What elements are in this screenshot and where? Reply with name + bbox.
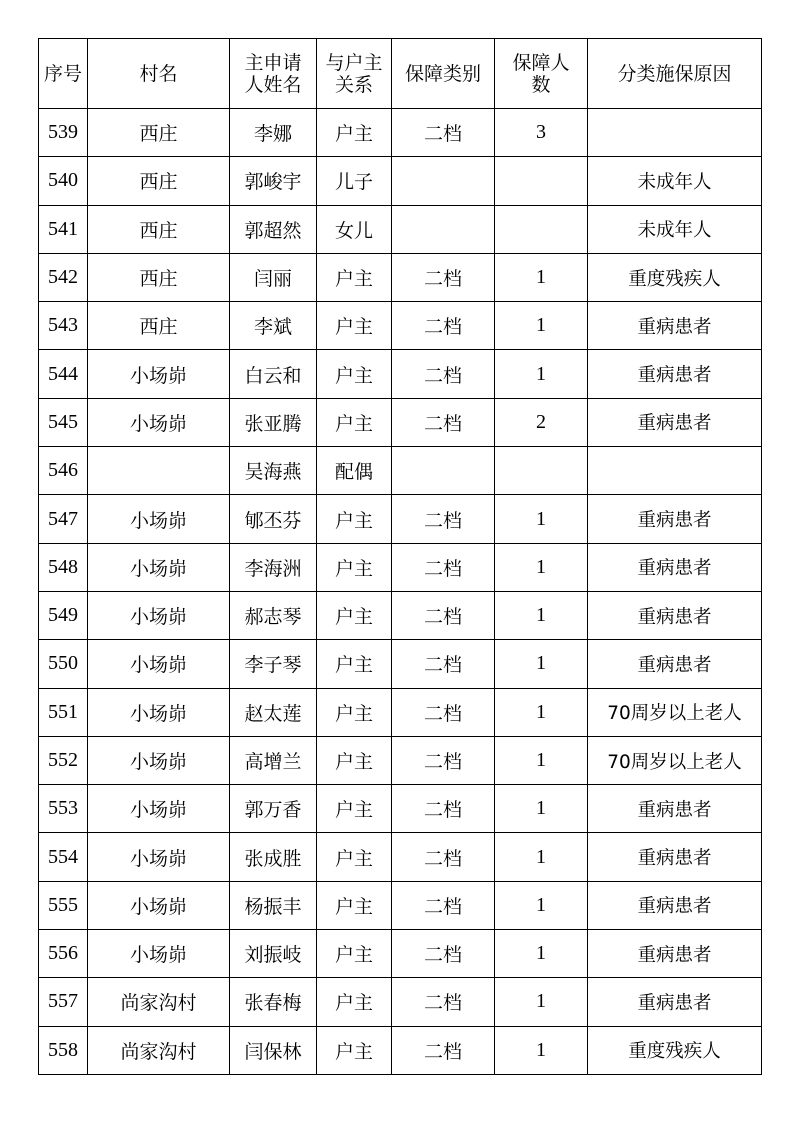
cell-category: 二档 xyxy=(392,785,495,833)
cell-village: 小场峁 xyxy=(88,688,230,736)
header-row xyxy=(39,39,762,109)
cell-seq: 549 xyxy=(39,591,88,639)
cell-village: 小场峁 xyxy=(88,350,230,398)
cell-count: 1 xyxy=(495,253,588,301)
cell-village: 西庄 xyxy=(88,157,230,205)
header-seq: 序号 xyxy=(39,39,88,109)
cell-village: 西庄 xyxy=(88,205,230,253)
cell-relation: 户主 xyxy=(317,785,392,833)
cell-seq: 541 xyxy=(39,205,88,253)
cell-count: 1 xyxy=(495,881,588,929)
cell-applicant-name: 杨振丰 xyxy=(230,881,317,929)
cell-relation: 户主 xyxy=(317,736,392,784)
cell-applicant-name: 郇丕芬 xyxy=(230,495,317,543)
cell-count xyxy=(495,205,588,253)
cell-category xyxy=(392,157,495,205)
cell-count: 1 xyxy=(495,688,588,736)
cell-relation: 户主 xyxy=(317,109,392,157)
cell-seq: 540 xyxy=(39,157,88,205)
cell-count: 1 xyxy=(495,785,588,833)
cell-reason: 重病患者 xyxy=(588,350,762,398)
cell-count: 1 xyxy=(495,302,588,350)
cell-category: 二档 xyxy=(392,302,495,350)
cell-count: 1 xyxy=(495,736,588,784)
cell-category: 二档 xyxy=(392,978,495,1026)
cell-village: 小场峁 xyxy=(88,495,230,543)
cell-village xyxy=(88,447,230,495)
cell-category: 二档 xyxy=(392,688,495,736)
cell-reason: 未成年人 xyxy=(588,205,762,253)
cell-reason: 重病患者 xyxy=(588,978,762,1026)
cell-relation: 户主 xyxy=(317,253,392,301)
cell-count: 1 xyxy=(495,978,588,1026)
cell-village: 尚家沟村 xyxy=(88,1026,230,1074)
cell-seq: 554 xyxy=(39,833,88,881)
cell-relation: 户主 xyxy=(317,398,392,446)
cell-reason: 重病患者 xyxy=(588,930,762,978)
cell-village: 小场峁 xyxy=(88,543,230,591)
cell-village: 小场峁 xyxy=(88,881,230,929)
cell-category: 二档 xyxy=(392,398,495,446)
cell-village: 尚家沟村 xyxy=(88,978,230,1026)
cell-reason: 70周岁以上老人 xyxy=(588,688,762,736)
cell-applicant-name: 李娜 xyxy=(230,109,317,157)
cell-seq: 556 xyxy=(39,930,88,978)
cell-applicant-name: 赵太莲 xyxy=(230,688,317,736)
cell-reason: 重病患者 xyxy=(588,543,762,591)
cell-relation: 户主 xyxy=(317,978,392,1026)
cell-reason xyxy=(588,447,762,495)
cell-category: 二档 xyxy=(392,1026,495,1074)
cell-village: 小场峁 xyxy=(88,833,230,881)
cell-reason: 重度残疾人 xyxy=(588,1026,762,1074)
table-row xyxy=(39,447,762,495)
table-row xyxy=(39,736,762,784)
cell-applicant-name: 白云和 xyxy=(230,350,317,398)
cell-applicant-name: 郝志琴 xyxy=(230,591,317,639)
cell-applicant-name: 刘振岐 xyxy=(230,930,317,978)
cell-reason: 70周岁以上老人 xyxy=(588,736,762,784)
cell-seq: 548 xyxy=(39,543,88,591)
cell-relation: 户主 xyxy=(317,640,392,688)
cell-seq: 547 xyxy=(39,495,88,543)
cell-count: 2 xyxy=(495,398,588,446)
cell-relation: 儿子 xyxy=(317,157,392,205)
cell-village: 小场峁 xyxy=(88,398,230,446)
cell-category: 二档 xyxy=(392,881,495,929)
table-row xyxy=(39,591,762,639)
cell-reason: 未成年人 xyxy=(588,157,762,205)
table-row xyxy=(39,881,762,929)
cell-count: 1 xyxy=(495,1026,588,1074)
cell-applicant-name: 闫保林 xyxy=(230,1026,317,1074)
cell-count: 1 xyxy=(495,543,588,591)
header-applicant: 主申请人姓名 xyxy=(230,39,317,109)
table-row xyxy=(39,785,762,833)
cell-village: 小场峁 xyxy=(88,785,230,833)
cell-applicant-name: 张亚腾 xyxy=(230,398,317,446)
cell-reason xyxy=(588,109,762,157)
cell-relation: 户主 xyxy=(317,930,392,978)
cell-relation: 户主 xyxy=(317,591,392,639)
cell-reason: 重病患者 xyxy=(588,591,762,639)
cell-applicant-name: 李子琴 xyxy=(230,640,317,688)
cell-seq: 550 xyxy=(39,640,88,688)
cell-relation: 户主 xyxy=(317,688,392,736)
cell-reason: 重病患者 xyxy=(588,833,762,881)
cell-category xyxy=(392,447,495,495)
cell-village: 小场峁 xyxy=(88,736,230,784)
cell-count: 1 xyxy=(495,930,588,978)
cell-village: 西庄 xyxy=(88,109,230,157)
cell-category: 二档 xyxy=(392,495,495,543)
cell-seq: 543 xyxy=(39,302,88,350)
cell-seq: 558 xyxy=(39,1026,88,1074)
cell-village: 西庄 xyxy=(88,253,230,301)
cell-reason: 重病患者 xyxy=(588,302,762,350)
cell-applicant-name: 李斌 xyxy=(230,302,317,350)
cell-applicant-name: 郭峻宇 xyxy=(230,157,317,205)
cell-seq: 555 xyxy=(39,881,88,929)
header-relation: 与户主关系 xyxy=(317,39,392,109)
cell-reason: 重度残疾人 xyxy=(588,253,762,301)
cell-seq: 553 xyxy=(39,785,88,833)
cell-seq: 542 xyxy=(39,253,88,301)
cell-relation: 户主 xyxy=(317,495,392,543)
cell-count: 1 xyxy=(495,640,588,688)
cell-reason: 重病患者 xyxy=(588,640,762,688)
cell-seq: 552 xyxy=(39,736,88,784)
cell-applicant-name: 郭万香 xyxy=(230,785,317,833)
cell-category: 二档 xyxy=(392,640,495,688)
cell-seq: 544 xyxy=(39,350,88,398)
cell-village: 小场峁 xyxy=(88,640,230,688)
cell-relation: 户主 xyxy=(317,833,392,881)
cell-relation: 户主 xyxy=(317,1026,392,1074)
cell-category: 二档 xyxy=(392,543,495,591)
cell-applicant-name: 高增兰 xyxy=(230,736,317,784)
table-row xyxy=(39,688,762,736)
table-row xyxy=(39,398,762,446)
table-row xyxy=(39,495,762,543)
cell-applicant-name: 张春梅 xyxy=(230,978,317,1026)
cell-relation: 户主 xyxy=(317,881,392,929)
cell-village: 西庄 xyxy=(88,302,230,350)
table-row xyxy=(39,157,762,205)
cell-applicant-name: 张成胜 xyxy=(230,833,317,881)
cell-count xyxy=(495,157,588,205)
cell-village: 小场峁 xyxy=(88,930,230,978)
cell-relation: 配偶 xyxy=(317,447,392,495)
cell-count xyxy=(495,447,588,495)
cell-count: 1 xyxy=(495,350,588,398)
cell-relation: 女儿 xyxy=(317,205,392,253)
cell-category: 二档 xyxy=(392,833,495,881)
table-row xyxy=(39,930,762,978)
cell-reason: 重病患者 xyxy=(588,785,762,833)
cell-category xyxy=(392,205,495,253)
cell-reason: 重病患者 xyxy=(588,495,762,543)
table-row xyxy=(39,1026,762,1074)
table-row xyxy=(39,109,762,157)
cell-village: 小场峁 xyxy=(88,591,230,639)
cell-reason: 重病患者 xyxy=(588,881,762,929)
cell-applicant-name: 李海洲 xyxy=(230,543,317,591)
cell-relation: 户主 xyxy=(317,543,392,591)
cell-relation: 户主 xyxy=(317,350,392,398)
header-count: 保障人数 xyxy=(495,39,588,109)
cell-category: 二档 xyxy=(392,736,495,784)
cell-seq: 551 xyxy=(39,688,88,736)
cell-count: 1 xyxy=(495,833,588,881)
table-row xyxy=(39,640,762,688)
cell-count: 1 xyxy=(495,495,588,543)
cell-seq: 545 xyxy=(39,398,88,446)
cell-count: 1 xyxy=(495,591,588,639)
table-row xyxy=(39,205,762,253)
cell-applicant-name: 郭超然 xyxy=(230,205,317,253)
header-category: 保障类别 xyxy=(392,39,495,109)
table-row xyxy=(39,978,762,1026)
header-village: 村名 xyxy=(88,39,230,109)
cell-seq: 539 xyxy=(39,109,88,157)
cell-category: 二档 xyxy=(392,591,495,639)
cell-relation: 户主 xyxy=(317,302,392,350)
cell-seq: 546 xyxy=(39,447,88,495)
table-row xyxy=(39,253,762,301)
cell-reason: 重病患者 xyxy=(588,398,762,446)
cell-category: 二档 xyxy=(392,253,495,301)
cell-category: 二档 xyxy=(392,350,495,398)
cell-category: 二档 xyxy=(392,930,495,978)
cell-applicant-name: 闫丽 xyxy=(230,253,317,301)
cell-category: 二档 xyxy=(392,109,495,157)
header-reason: 分类施保原因 xyxy=(588,39,762,109)
cell-count: 3 xyxy=(495,109,588,157)
assistance-table xyxy=(38,38,762,1075)
table-row xyxy=(39,543,762,591)
cell-seq: 557 xyxy=(39,978,88,1026)
table-row xyxy=(39,833,762,881)
table-row xyxy=(39,350,762,398)
table-row xyxy=(39,302,762,350)
cell-applicant-name: 吴海燕 xyxy=(230,447,317,495)
